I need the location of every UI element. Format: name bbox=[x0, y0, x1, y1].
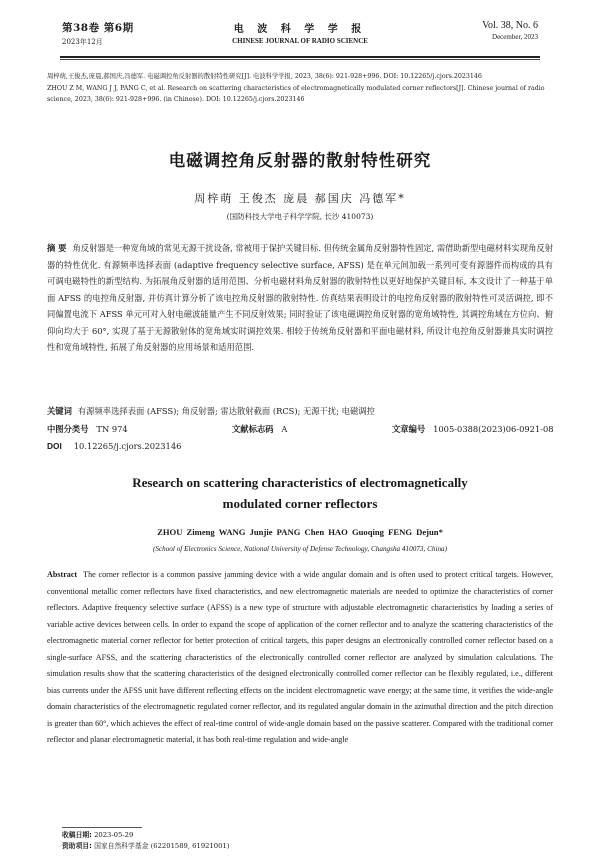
article-number-value: 1005-0388(2023)06-0921-08 bbox=[433, 424, 554, 434]
received-label: 收稿日期: bbox=[62, 831, 92, 839]
doi-row bbox=[47, 441, 181, 451]
article-number-label: 文章编号 bbox=[392, 424, 426, 434]
journal-name-en: CHINESE JOURNAL OF RADIO SCIENCE bbox=[232, 37, 368, 45]
received-value: 2023-05-29 bbox=[94, 831, 134, 839]
citation-cn: 周梓萌,王俊杰,庞晨,郝国庆,冯德军. 电磁调控角反射器的散射特性研究[J]. 电波科学学报, 2023, 38(6): 921-928+996. DOI: 10.12265/j.cjors.2023146 bbox=[47, 73, 482, 80]
keywords-cn-text: 有源频率选择表面 (AFSS); 角反射器; 雷达散射截面 (RCS); 无源干扰; 电磁调控 bbox=[77, 406, 375, 416]
clc-label: 中图分类号 bbox=[47, 424, 89, 434]
clc-field bbox=[47, 423, 128, 435]
running-header bbox=[62, 20, 538, 54]
abstract-cn bbox=[47, 240, 553, 356]
volume-en: Vol. 38, No. 6 bbox=[482, 20, 538, 31]
title-en-line2: modulated corner reflectors bbox=[222, 496, 378, 511]
date-en: December, 2023 bbox=[492, 33, 538, 41]
header-rule-thick bbox=[60, 56, 540, 58]
affiliation-cn: (国防科技大学电子科学学院, 长沙 410073) bbox=[226, 212, 374, 221]
doc-code-field bbox=[232, 423, 287, 435]
abstract-cn-label: 摘 要 bbox=[47, 243, 67, 253]
abstract-cn-text: 角反射器是一种宽角域的常见无源干扰设备, 常被用于保护关键目标. 但传统金属角反射器特性固定, 需借助新型电磁材料实现角反射器的特性优化. 有源频率选择表面 (adaptive frequency selective surface, AFSS) 是在单元间加载一系列可变有源器件而构成的具有可调电磁特性的新型结构. 为拓展角反射器的适用范围、分析电磁材料角反射器的散射特性以更好地保护关键目标, 本文设计了一种基于单面 AFSS 的电控角反射器, 并仿真计算分析了该电控角反射器的散射特性. 仿真结果表明设计的电控角反射器的散射特性可灵活调控, 即不同偏置电流下 AFSS 单元可对入射电磁波能量产生不同反射效果; 同时验证了该电磁调控角反射器的宽角域特性, 其调控角域在方位向、俯仰向均大于 60°, 实现了基于无源散射体的宽角域实时调控效果. 相较于传统角反射器和平面电磁材料, 所设计电控角反射器兼具实时调控性和宽角域特性, 拓展了角反射器的应用场景和适用范围. bbox=[47, 243, 553, 352]
journal-name-cn: 电 波 科 学 学 报 bbox=[233, 24, 367, 35]
funding-label: 资助项目: bbox=[62, 842, 92, 850]
authors-en: ZHOU Zimeng WANG Junjie PANG Chen HAO Guoqing FENG Dejun* bbox=[157, 527, 443, 537]
volume-cn: 第38卷 第6期 bbox=[62, 22, 134, 34]
abstract-en-text: The corner reflector is a common passive jamming device with a wide angular domain and is often used to protect critical targets. However, conventional metallic corner reflectors have fixed characteristics, and new electromagnetic materials are needed to optimize the characteristics of corner reflectors. Adaptive frequency selective surface (AFSS) is a new type of structure with adjustable electromagnetic characteristics by loading a series of variable active devices between cells. In order to expand the scope of application of the corner reflector and to analyze the scattering characteristics of the electromagnetic material corner reflector for better protection of critical targets, this paper designs an electronically controlled corner reflector based on a single-surface AFSS, and the scattering characteristics of the electronically controlled corner reflector are analyzed by simulation calculations. The simulation results show that the scattering characteristics of the designed electronically controlled corner reflector can be flexibly regulated, i.e., different bias currents under the AFSS unit have different reflecting effects on the incident electromagnetic wave energy; at the same time, it verifies the wide-angle domain characteristics of the electromagnetic regulated corner reflector, and its regulated angular domain in the azimuthal direction and the pitch direction is greater than 60°, which achieves the effect of real-time control of wide-angle domain based on the passive scatterer. Compared with the traditional corner reflector and planar electromagnetic material, it has both real-time regulation and wide-angle bbox=[47, 570, 553, 745]
affiliation-en: (School of Electronics Science, National University of Defense Technology, Changsha 410073, China) bbox=[152, 545, 448, 553]
header-rule-thin bbox=[60, 59, 540, 60]
citation-block bbox=[47, 71, 550, 106]
citation-en-line1: ZHOU Z M, WANG J J, PANG C, et al. Research on scattering characteristics of electromagnetically modulated corner reflectors[J]. Chinese journal of radio bbox=[47, 84, 545, 92]
footnote bbox=[62, 830, 229, 852]
keywords-cn bbox=[47, 405, 553, 417]
paper-title-en bbox=[60, 472, 540, 514]
doc-code-value: A bbox=[281, 424, 288, 434]
footnote-rule bbox=[62, 827, 142, 828]
paper-title-cn: 电磁调控角反射器的散射特性研究 bbox=[168, 151, 432, 170]
doi-value: 10.12265/j.cjors.2023146 bbox=[73, 441, 182, 451]
citation-en-line2: science, 2023, 38(6): 921-928+996. (in Chinese). DOI: 10.12265/j.cjors.2023146 bbox=[47, 96, 305, 103]
doi-label: DOI bbox=[47, 441, 62, 451]
abstract-en bbox=[47, 567, 553, 749]
header-center bbox=[62, 20, 538, 45]
received-date bbox=[62, 830, 229, 841]
keywords-cn-label: 关键词 bbox=[47, 406, 72, 416]
funding-value: 国家自然科学基金 (62201589, 61921001) bbox=[94, 842, 230, 850]
article-number-field bbox=[392, 423, 554, 435]
doc-code-label: 文献标志码 bbox=[232, 424, 274, 434]
date-cn: 2023年12月 bbox=[62, 38, 103, 46]
clc-value: TN 974 bbox=[96, 424, 128, 434]
header-right bbox=[482, 20, 538, 41]
classification-row bbox=[47, 423, 553, 437]
title-en-line1: Research on scattering characteristics of electromagnetically bbox=[132, 475, 468, 490]
abstract-en-label: Abstract bbox=[47, 570, 78, 579]
authors-cn: 周梓萌 王俊杰 庞晨 郝国庆 冯德军* bbox=[194, 192, 406, 205]
funding bbox=[62, 841, 229, 852]
